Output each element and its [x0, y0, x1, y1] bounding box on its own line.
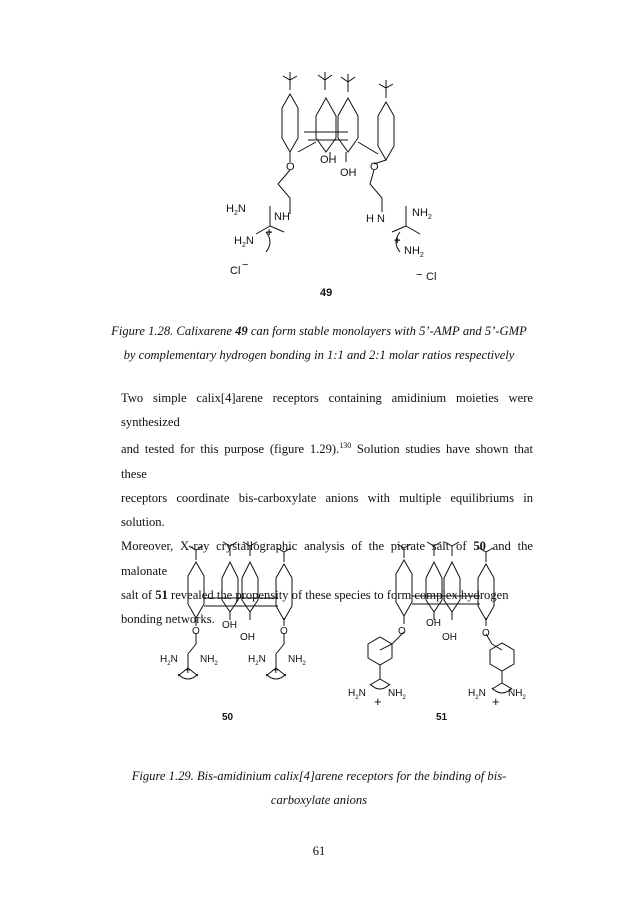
chloride-label: Cl [426, 271, 437, 283]
compound-label-51: 51 [436, 712, 448, 723]
structure-50 [148, 536, 318, 736]
o-label: O [192, 626, 200, 637]
citation-ref: 130 [339, 441, 352, 451]
oh-label: OH [320, 154, 337, 166]
minus-charge: − [416, 269, 423, 281]
structure-51 [338, 536, 538, 736]
structure-49 [200, 70, 450, 305]
h2n-label: $H_2N$ [248, 654, 266, 667]
compound-label-50: 50 [222, 712, 234, 723]
plus-charge: + [266, 227, 273, 239]
minus-charge: − [242, 259, 249, 271]
h2n-label: $H_2N$ [226, 203, 246, 217]
o-label: O [398, 626, 406, 637]
h2n-label: $H_2N$ [348, 688, 366, 701]
figure-1-29-caption: Figure 1.29. Bis-amidinium calix[4]arene receptors for the binding of bis- carboxylate anions [131, 769, 507, 807]
o-label: O [482, 628, 490, 639]
plus-charge: + [394, 235, 401, 247]
oh-label: OH [240, 632, 255, 643]
chloride-label: Cl [230, 265, 241, 277]
figure-1-28-caption: Figure 1.28. Calixarene 49 can form stable monolayers with 5’-AMP and 5’-GMP by complementary hydrogen bonding in 1:1 and 2:1 molar ratios respectively [111, 324, 527, 363]
oh-label: OH [426, 618, 441, 629]
plus-charge: + [492, 694, 500, 709]
plus-charge: + [374, 694, 382, 709]
oh-label: OH [442, 632, 457, 643]
nh2-label: $NH_2$ [288, 654, 306, 667]
nh2-label: $NH_2$ [412, 207, 432, 221]
oh-label: OH [340, 167, 357, 179]
hn-label: H N [366, 213, 385, 225]
plus-charge: + [184, 662, 192, 677]
body-paragraph: Two simple calix[4]arene receptors containing amidinium moieties were synthesized and tested for this purpose (figure 1.29).$^{130}$ Solution studies have shown that these receptors coordinate bis-carboxylate anions with multiple equilibriums in solution. Moreover, X-ray crystallographic analysis of the picrate salt of 50 and the malonate salt of 51 revealed the propensity of these species to form complex hydrogen bonding networks. [121, 391, 533, 627]
o-label: O [286, 161, 295, 173]
nh-label: NH [274, 211, 290, 223]
o-label: O [370, 161, 379, 173]
plus-charge: + [272, 662, 280, 677]
oh-label: OH [222, 620, 237, 631]
nh2-label: $NH_2$ [388, 688, 406, 701]
compound-label-49: 49 [320, 287, 333, 299]
h2n-label: $H_2N$ [468, 688, 486, 701]
nh2-label: $NH_2$ [200, 654, 218, 667]
nh2-label: $NH_2$ [508, 688, 526, 701]
h2n-label: $H_2N$ [234, 235, 254, 249]
nh2-label: $NH_2$ [404, 245, 424, 259]
o-label: O [280, 626, 288, 637]
page-number: 61 [312, 844, 326, 858]
h2n-label: $H_2N$ [160, 654, 178, 667]
